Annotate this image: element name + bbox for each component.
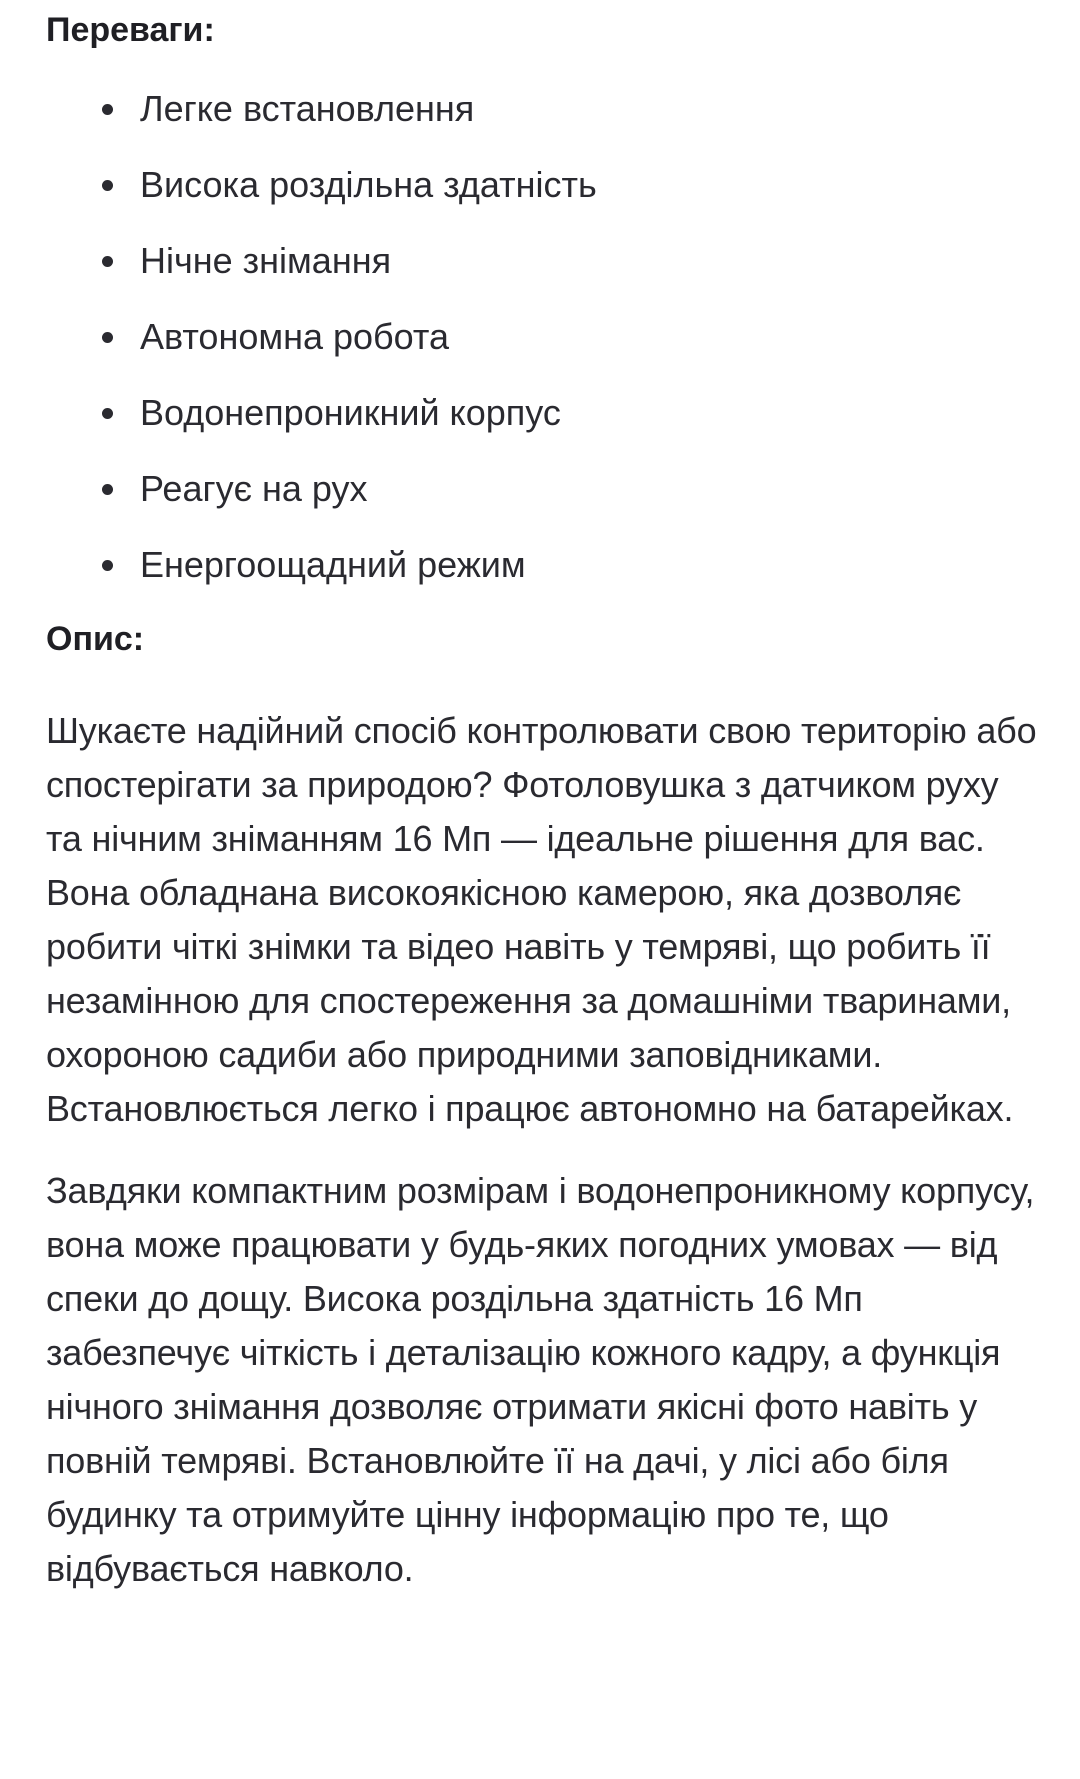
bullet-icon [102,256,113,267]
description-paragraph: Завдяки компактним розмірам і водонепроникному корпусу, вона може працювати у будь-яких погодних умовах — від спеки до дощу. Висока роздільна здатність 16 Мп забезпечує чіткість і деталізацію кожного кадру, а функція нічного знімання дозволяє отримати якісні фото навіть у повній темряві. Встановлюйте її на дачі, у лісі або біля будинку та отримуйте цінну інформацію про те, що відбувається навколо. [46,1169,1035,1589]
list-item-label: Легке встановлення [140,87,475,129]
bullet-icon [102,408,113,419]
bullet-icon [102,332,113,343]
bullet-icon [102,484,113,495]
list-item [46,163,1040,207]
advantages-heading: Переваги: [46,11,215,49]
list-item-label: Нічне знімання [140,239,392,281]
bullet-icon [102,104,113,115]
list-item-label: Водонепроникний корпус [140,391,561,433]
list-item-label: Енергоощадний режим [140,543,526,585]
list-item-label: Висока роздільна здатність [140,163,597,205]
list-item [46,391,1040,435]
list-item [46,239,1040,283]
description-heading: Опис: [46,619,145,658]
list-item-label: Автономна робота [140,315,450,357]
list-item [46,87,1040,131]
list-item-label: Реагує на рух [140,467,368,509]
advantages-list [46,87,1040,587]
bullet-icon [102,560,113,571]
bullet-icon [102,180,113,191]
list-item [46,467,1040,511]
list-item [46,543,1040,587]
list-item [46,315,1040,359]
description-paragraph: Шукаєте надійний спосіб контролювати свою територію або спостерігати за природою? Фотоловушка з датчиком руху та нічним зніманням 16 Мп — ідеальне рішення для вас. Вона обладнана високоякісною камерою, яка дозволяє робити чіткі знімки та відео навіть у темряві, що робить її незамінною для спостереження за домашніми тваринами, охороною садиби або природними заповідниками. Встановлюється легко і працює автономно на батарейках. [46,709,1037,1129]
